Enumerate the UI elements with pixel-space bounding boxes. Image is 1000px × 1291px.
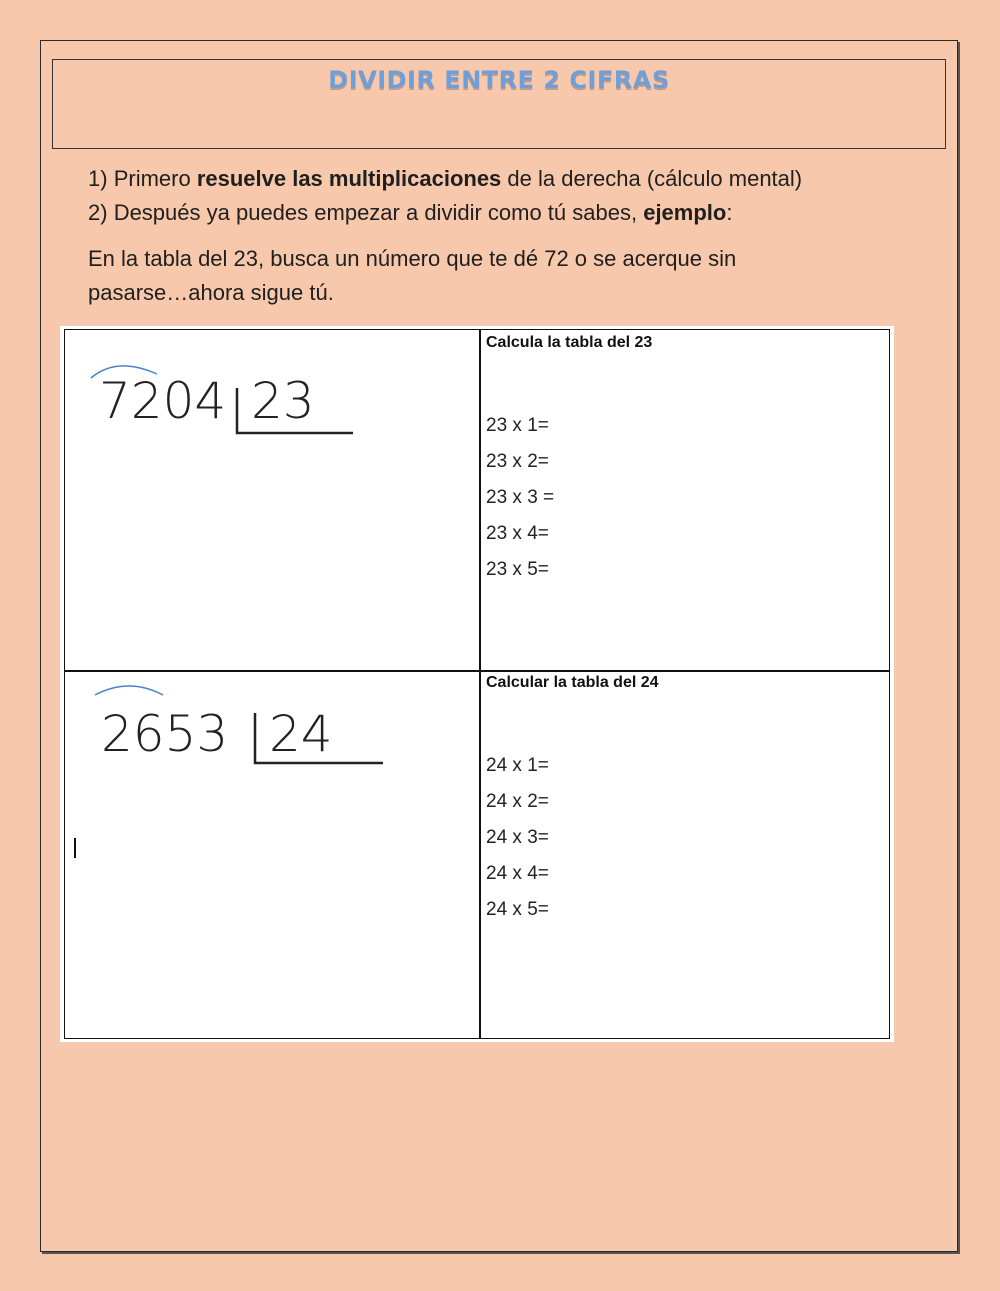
step-text-bold: resuelve las multiplicaciones (196, 166, 502, 191)
divisor: 23 (251, 372, 315, 430)
multiplication-line[interactable]: 24 x 5= (486, 899, 549, 920)
dividend: 7204 (99, 372, 227, 430)
multiplication-line[interactable]: 24 x 2= (486, 791, 549, 812)
step-number: 2) (88, 200, 108, 225)
page-title: DIVIDIR ENTRE 2 CIFRAS (328, 66, 670, 94)
title-box (52, 59, 946, 149)
multiplication-line[interactable]: 24 x 3= (486, 827, 549, 848)
step-text-bold: ejemplo (643, 200, 727, 225)
instruction-paragraph: En la tabla del 23, busca un número que te dé 72 o se acerque sin pasarse…ahora sigue tú. (88, 246, 737, 305)
multiplication-line[interactable]: 23 x 2= (486, 451, 549, 472)
multiplication-line[interactable]: 23 x 1= (486, 415, 549, 436)
multiplication-line[interactable]: 24 x 1= (486, 755, 549, 776)
divisor: 24 (269, 705, 333, 763)
table-divider-vertical (479, 330, 481, 1038)
multiplication-line[interactable]: 23 x 3 = (486, 487, 555, 508)
multiplication-line[interactable]: 23 x 5= (486, 559, 549, 580)
step-text-post: : (726, 200, 733, 225)
dividend: 2653 (101, 705, 229, 763)
step-text-post: de la derecha (cálculo mental) (501, 166, 803, 191)
instruction-step-1 (88, 162, 948, 196)
table-title: Calcula la tabla del 23 (486, 334, 653, 351)
multiplication-list (486, 408, 554, 588)
multiplication-line[interactable]: 23 x 4= (486, 523, 549, 544)
multiplication-list (486, 748, 549, 928)
instruction-step-2 (88, 196, 948, 230)
table-title: Calcular la tabla del 24 (486, 674, 659, 691)
instructions (88, 162, 948, 310)
text-cursor (74, 838, 76, 858)
exercise-table (60, 326, 894, 1042)
step-text-pre: Después ya puedes empezar a dividir como tú sabes, (113, 200, 644, 225)
step-text-pre: Primero (113, 166, 197, 191)
step-number: 1) (88, 166, 108, 191)
multiplication-line[interactable]: 24 x 4= (486, 863, 549, 884)
